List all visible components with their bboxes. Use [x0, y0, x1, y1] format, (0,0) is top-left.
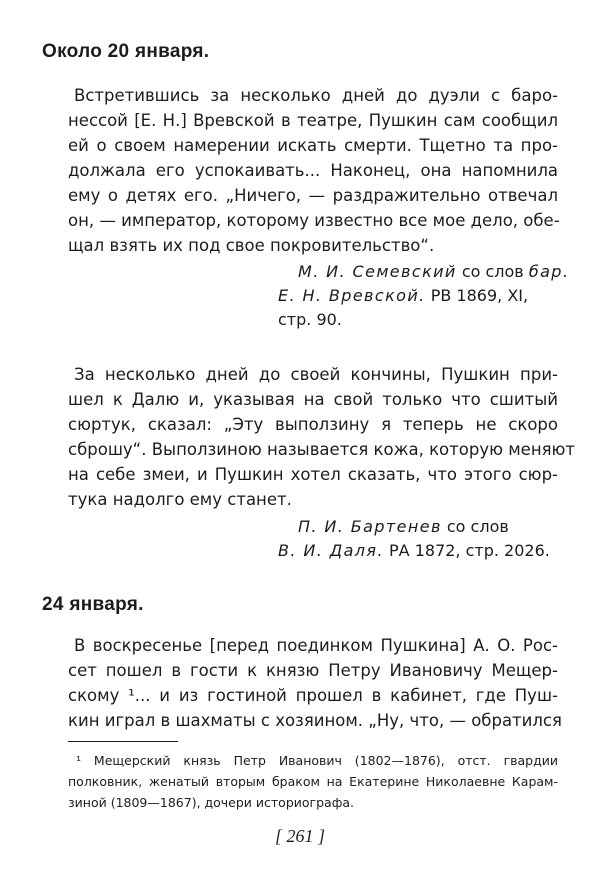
citation-author: В. И. Даля.: [278, 541, 384, 560]
citation-author: Е. Н. Вревской.: [278, 286, 426, 305]
footnote-line: зиной (1809—1867), дочери историографа.: [68, 795, 355, 810]
text-line: должала его успокаивать... Наконец, она напомнила: [68, 161, 558, 180]
page-number: [ 261 ]: [274, 826, 325, 846]
citation-author: М. И. Семевский: [298, 262, 457, 281]
section-heading-jan24: 24 января.: [42, 594, 144, 615]
citation-text: РА 1872, стр. 2026.: [383, 541, 550, 560]
text-line: на себе змеи, и Пушкин хотел сказать, что этого сюр-: [68, 465, 558, 484]
text-line: ей о своем намерении искать смерти. Тщетно та про-: [68, 136, 558, 155]
citation-text: со слов: [456, 262, 529, 281]
text-line: За несколько дней до своей кончины, Пушкин при-: [74, 365, 558, 384]
text-line: Встретившись за несколько дней до дуэли с баро-: [74, 86, 558, 105]
footnote-line: ¹ Мещерский князь Петр Иванович (1802—1876), отст. гвардии: [76, 753, 558, 768]
text-line: шел к Далю и, указывая на свой только что сшитый: [68, 390, 558, 409]
citation-line: стр. 90.: [278, 310, 342, 329]
text-line: сброшу“. Выползиною называется кожа, которую меняют: [68, 440, 576, 459]
footnote-line: полковник, женатый вторым браком на Екатерине Николаевне Карам-: [68, 774, 558, 789]
text-line: сюртук, сказал: „Эту выползину я теперь не скоро: [68, 415, 558, 434]
citation-line: [298, 262, 569, 281]
citation-line: [278, 286, 528, 305]
citation-author: П. И. Бартенев: [298, 517, 442, 536]
citation-author: бар.: [528, 262, 570, 281]
text-line: нессой [Е. Н.] Вревской в театре, Пушкин сам сообщил: [68, 111, 558, 130]
text-line: сет пошел в гости к князю Петру Ивановичу Мещер-: [68, 661, 558, 680]
text-line: он, — император, которому известно все мое дело, обе-: [68, 211, 560, 230]
text-line: кин играл в шахматы с хозяином. „Ну, что, — обратился: [68, 711, 562, 730]
text-line: тука надолго ему станет.: [68, 490, 292, 509]
text-line: ему о детях его. „Ничего, — раздражительно отвечал: [68, 186, 558, 205]
text-line: В воскресенье [перед поединком Пушкина] А. О. Рос-: [74, 636, 558, 655]
text-line: скому ¹... и из гостиной прошел в кабинет, где Пуш-: [68, 686, 558, 705]
section-heading-jan20: Около 20 января.: [42, 41, 210, 62]
citation-text: РВ 1869, XI,: [425, 286, 529, 305]
citation-text: со слов: [441, 517, 509, 536]
footnote-divider: [68, 741, 178, 742]
text-line: щал взять их под свое покровительство“.: [68, 236, 435, 255]
citation-line: [298, 517, 509, 536]
citation-line: [278, 541, 550, 560]
